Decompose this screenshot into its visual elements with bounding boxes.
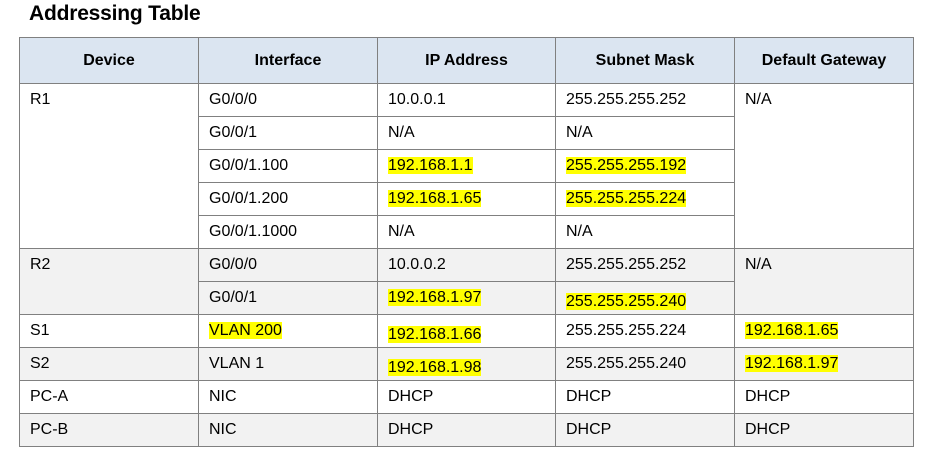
gateway-value-highlighted: 192.168.1.65 (745, 322, 839, 339)
interface-cell (199, 249, 378, 282)
gateway-value: N/A (745, 256, 772, 273)
ip-value-highlighted: 192.168.1.1 (388, 157, 473, 174)
device-cell (20, 381, 199, 414)
header-device: Device (20, 38, 199, 84)
gateway-cell (735, 84, 914, 249)
gateway-cell (735, 414, 914, 447)
gateway-value: DHCP (745, 421, 791, 438)
device-cell (20, 414, 199, 447)
ip-cell (378, 348, 556, 381)
interface-cell (199, 150, 378, 183)
ip-cell (378, 414, 556, 447)
ip-cell (378, 84, 556, 117)
mask-cell (556, 117, 735, 150)
ip-cell (378, 150, 556, 183)
interface-value: G0/0/1.100 (209, 157, 289, 174)
interface-cell (199, 282, 378, 315)
interface-cell (199, 216, 378, 249)
ip-value: 10.0.0.2 (388, 256, 446, 273)
header-row (20, 38, 914, 84)
ip-value: DHCP (388, 421, 434, 438)
header-default-gateway: Default Gateway (735, 38, 914, 84)
gateway-value-highlighted: 192.168.1.97 (745, 355, 839, 372)
mask-value-highlighted: 255.255.255.224 (566, 190, 687, 207)
table-row (20, 348, 914, 381)
ip-value: N/A (388, 223, 415, 240)
ip-value: 10.0.0.1 (388, 91, 446, 108)
header-ip-address: IP Address (378, 38, 556, 84)
interface-cell (199, 183, 378, 216)
ip-value-highlighted: 192.168.1.97 (388, 289, 482, 306)
device-label: R1 (30, 91, 51, 108)
mask-value: DHCP (566, 388, 612, 405)
interface-value: NIC (209, 388, 237, 405)
mask-cell (556, 282, 735, 315)
interface-cell (199, 381, 378, 414)
mask-cell (556, 414, 735, 447)
device-cell (20, 348, 199, 381)
ip-value-highlighted: 192.168.1.65 (388, 190, 482, 207)
mask-cell (556, 84, 735, 117)
ip-cell (378, 282, 556, 315)
mask-cell (556, 348, 735, 381)
mask-cell (556, 150, 735, 183)
mask-value-highlighted: 255.255.255.240 (566, 293, 687, 310)
device-cell (20, 249, 199, 315)
ip-cell (378, 117, 556, 150)
page-title: Addressing Table (29, 2, 201, 25)
gateway-cell (735, 315, 914, 348)
device-label: PC-A (30, 388, 69, 405)
mask-value: 255.255.255.252 (566, 91, 687, 108)
mask-cell (556, 381, 735, 414)
interface-value: G0/0/0 (209, 91, 258, 108)
device-label: S1 (30, 322, 50, 339)
device-label: S2 (30, 355, 50, 372)
table-row (20, 315, 914, 348)
mask-value-highlighted: 255.255.255.192 (566, 157, 687, 174)
interface-cell (199, 315, 378, 348)
table-row (20, 249, 914, 282)
mask-value: 255.255.255.240 (566, 355, 687, 372)
interface-value: G0/0/1 (209, 124, 258, 141)
ip-cell (378, 216, 556, 249)
addressing-table (19, 37, 914, 447)
ip-cell (378, 183, 556, 216)
mask-cell (556, 216, 735, 249)
mask-value: 255.255.255.224 (566, 322, 687, 339)
interface-cell (199, 84, 378, 117)
table-row (20, 414, 914, 447)
gateway-cell (735, 249, 914, 315)
interface-value: NIC (209, 421, 237, 438)
mask-cell (556, 249, 735, 282)
header-subnet-mask: Subnet Mask (556, 38, 735, 84)
interface-value: G0/0/1.1000 (209, 223, 298, 240)
gateway-cell (735, 348, 914, 381)
gateway-value: DHCP (745, 388, 791, 405)
gateway-cell (735, 381, 914, 414)
ip-cell (378, 249, 556, 282)
interface-value: G0/0/1.200 (209, 190, 289, 207)
header-interface: Interface (199, 38, 378, 84)
mask-value: N/A (566, 223, 593, 240)
interface-value: G0/0/1 (209, 289, 258, 306)
mask-cell (556, 315, 735, 348)
interface-cell (199, 117, 378, 150)
mask-value: N/A (566, 124, 593, 141)
mask-value: DHCP (566, 421, 612, 438)
device-cell (20, 315, 199, 348)
mask-value: 255.255.255.252 (566, 256, 687, 273)
ip-cell (378, 315, 556, 348)
ip-cell (378, 381, 556, 414)
interface-value: VLAN 1 (209, 355, 265, 372)
device-label: PC-B (30, 421, 69, 438)
device-cell (20, 84, 199, 249)
table-row (20, 84, 914, 117)
interface-cell (199, 348, 378, 381)
ip-value: DHCP (388, 388, 434, 405)
mask-cell (556, 183, 735, 216)
ip-value-highlighted: 192.168.1.98 (388, 359, 482, 376)
device-label: R2 (30, 256, 51, 273)
interface-value-highlighted: VLAN 200 (209, 322, 282, 339)
table-row (20, 381, 914, 414)
interface-value: G0/0/0 (209, 256, 258, 273)
gateway-value: N/A (745, 91, 772, 108)
interface-cell (199, 414, 378, 447)
ip-value: N/A (388, 124, 415, 141)
ip-value-highlighted: 192.168.1.66 (388, 326, 482, 343)
